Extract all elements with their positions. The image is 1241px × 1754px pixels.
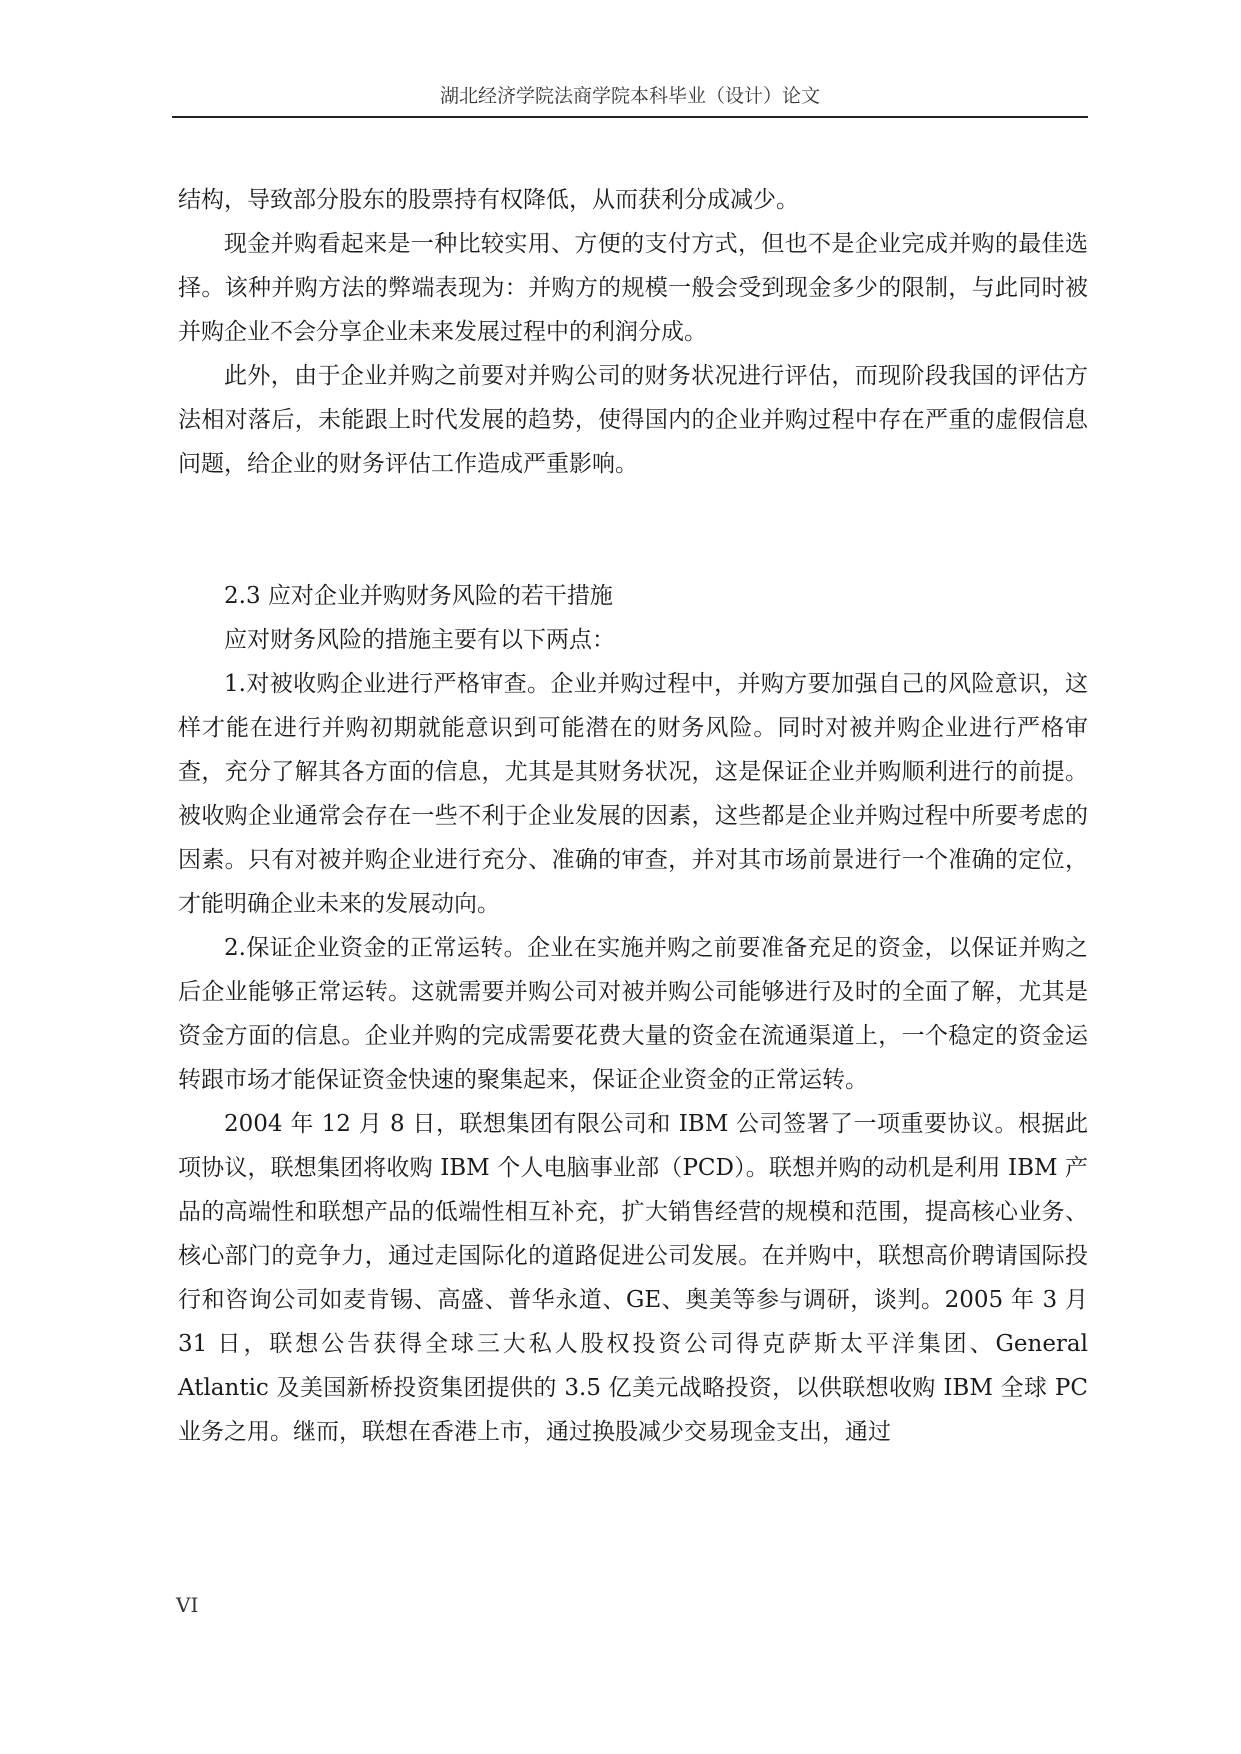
paragraph-evaluation-methods: 此外，由于企业并购之前要对并购公司的财务状况进行评估，而现阶段我国的评估方法相对落后，未能跟上时代发展的趋势，使得国内的企业并购过程中存在严重的虚假信息问题，给企业的财务评估工作造成严重影响。 xyxy=(178,363,1088,477)
page-header xyxy=(172,84,1088,118)
section-heading: 2.3 应对企业并购财务风险的若干措施 xyxy=(224,583,613,609)
paragraph-lenovo-case: 2004 年 12 月 8 日，联想集团有限公司和 IBM 公司签署了一项重要协议。根据此项协议，联想集团将收购 IBM 个人电脑事业部（PCD）。联想并购的动机是利用 IBM 产品的高端性和联想产品的低端性相互补充，扩大销售经营的规模和范围，提高核心业务、核心部门的竞争力，通过走国际化的道路促进公司发展。在并购中，联想高价聘请国际投行和咨询公司如麦肯锡、高盛、普华永道、GE、奥美等参与调研，谈判。2005 年 3 月 31 日，联想公告获得全球三大私人股权投资公司得克萨斯太平洋集团、General Atlantic 及美国新桥投资集团提供的 3.5 亿美元战略投资，以供联想收购 IBM 全球 PC 业务之用。继而，联想在香港上市，通过换股减少交易现金支出，通过 xyxy=(178,1111,1088,1445)
document-body xyxy=(178,178,1088,1454)
paragraph-measure-2: 2.保证企业资金的正常运转。企业在实施并购之前要准备充足的资金，以保证并购之后企业能够正常运转。这就需要并购公司对被并购公司能够进行及时的全面了解，尤其是资金方面的信息。企业并购的完成需要花费大量的资金在流通渠道上，一个稳定的资金运转跟市场才能保证资金快速的聚集起来，保证企业资金的正常运转。 xyxy=(178,935,1088,1093)
page-number: VI xyxy=(176,1593,199,1617)
header-title: 湖北经济学院法商学院本科毕业（设计）论文 xyxy=(439,85,820,107)
paragraph-cash-acquisition: 现金并购看起来是一种比较实用、方便的支付方式，但也不是企业完成并购的最佳选择。该种并购方法的弊端表现为：并购方的规模一般会受到现金多少的限制，与此同时被并购企业不会分享企业未来发展过程中的利润分成。 xyxy=(178,231,1088,345)
paragraph-continuation: 结构，导致部分股东的股票持有权降低，从而获利分成减少。 xyxy=(178,187,799,213)
paragraph-measures-intro: 应对财务风险的措施主要有以下两点： xyxy=(224,627,615,653)
paragraph-measure-1: 1.对被收购企业进行严格审查。企业并购过程中，并购方要加强自己的风险意识，这样才能在进行并购初期就能意识到可能潜在的财务风险。同时对被并购企业进行严格审查，充分了解其各方面的信息，尤其是其财务状况，这是保证企业并购顺利进行的前提。被收购企业通常会存在一些不利于企业发展的因素，这些都是企业并购过程中所要考虑的因素。只有对被并购企业进行充分、准确的审查，并对其市场前景进行一个准确的定位，才能明确企业未来的发展动向。 xyxy=(178,671,1088,917)
